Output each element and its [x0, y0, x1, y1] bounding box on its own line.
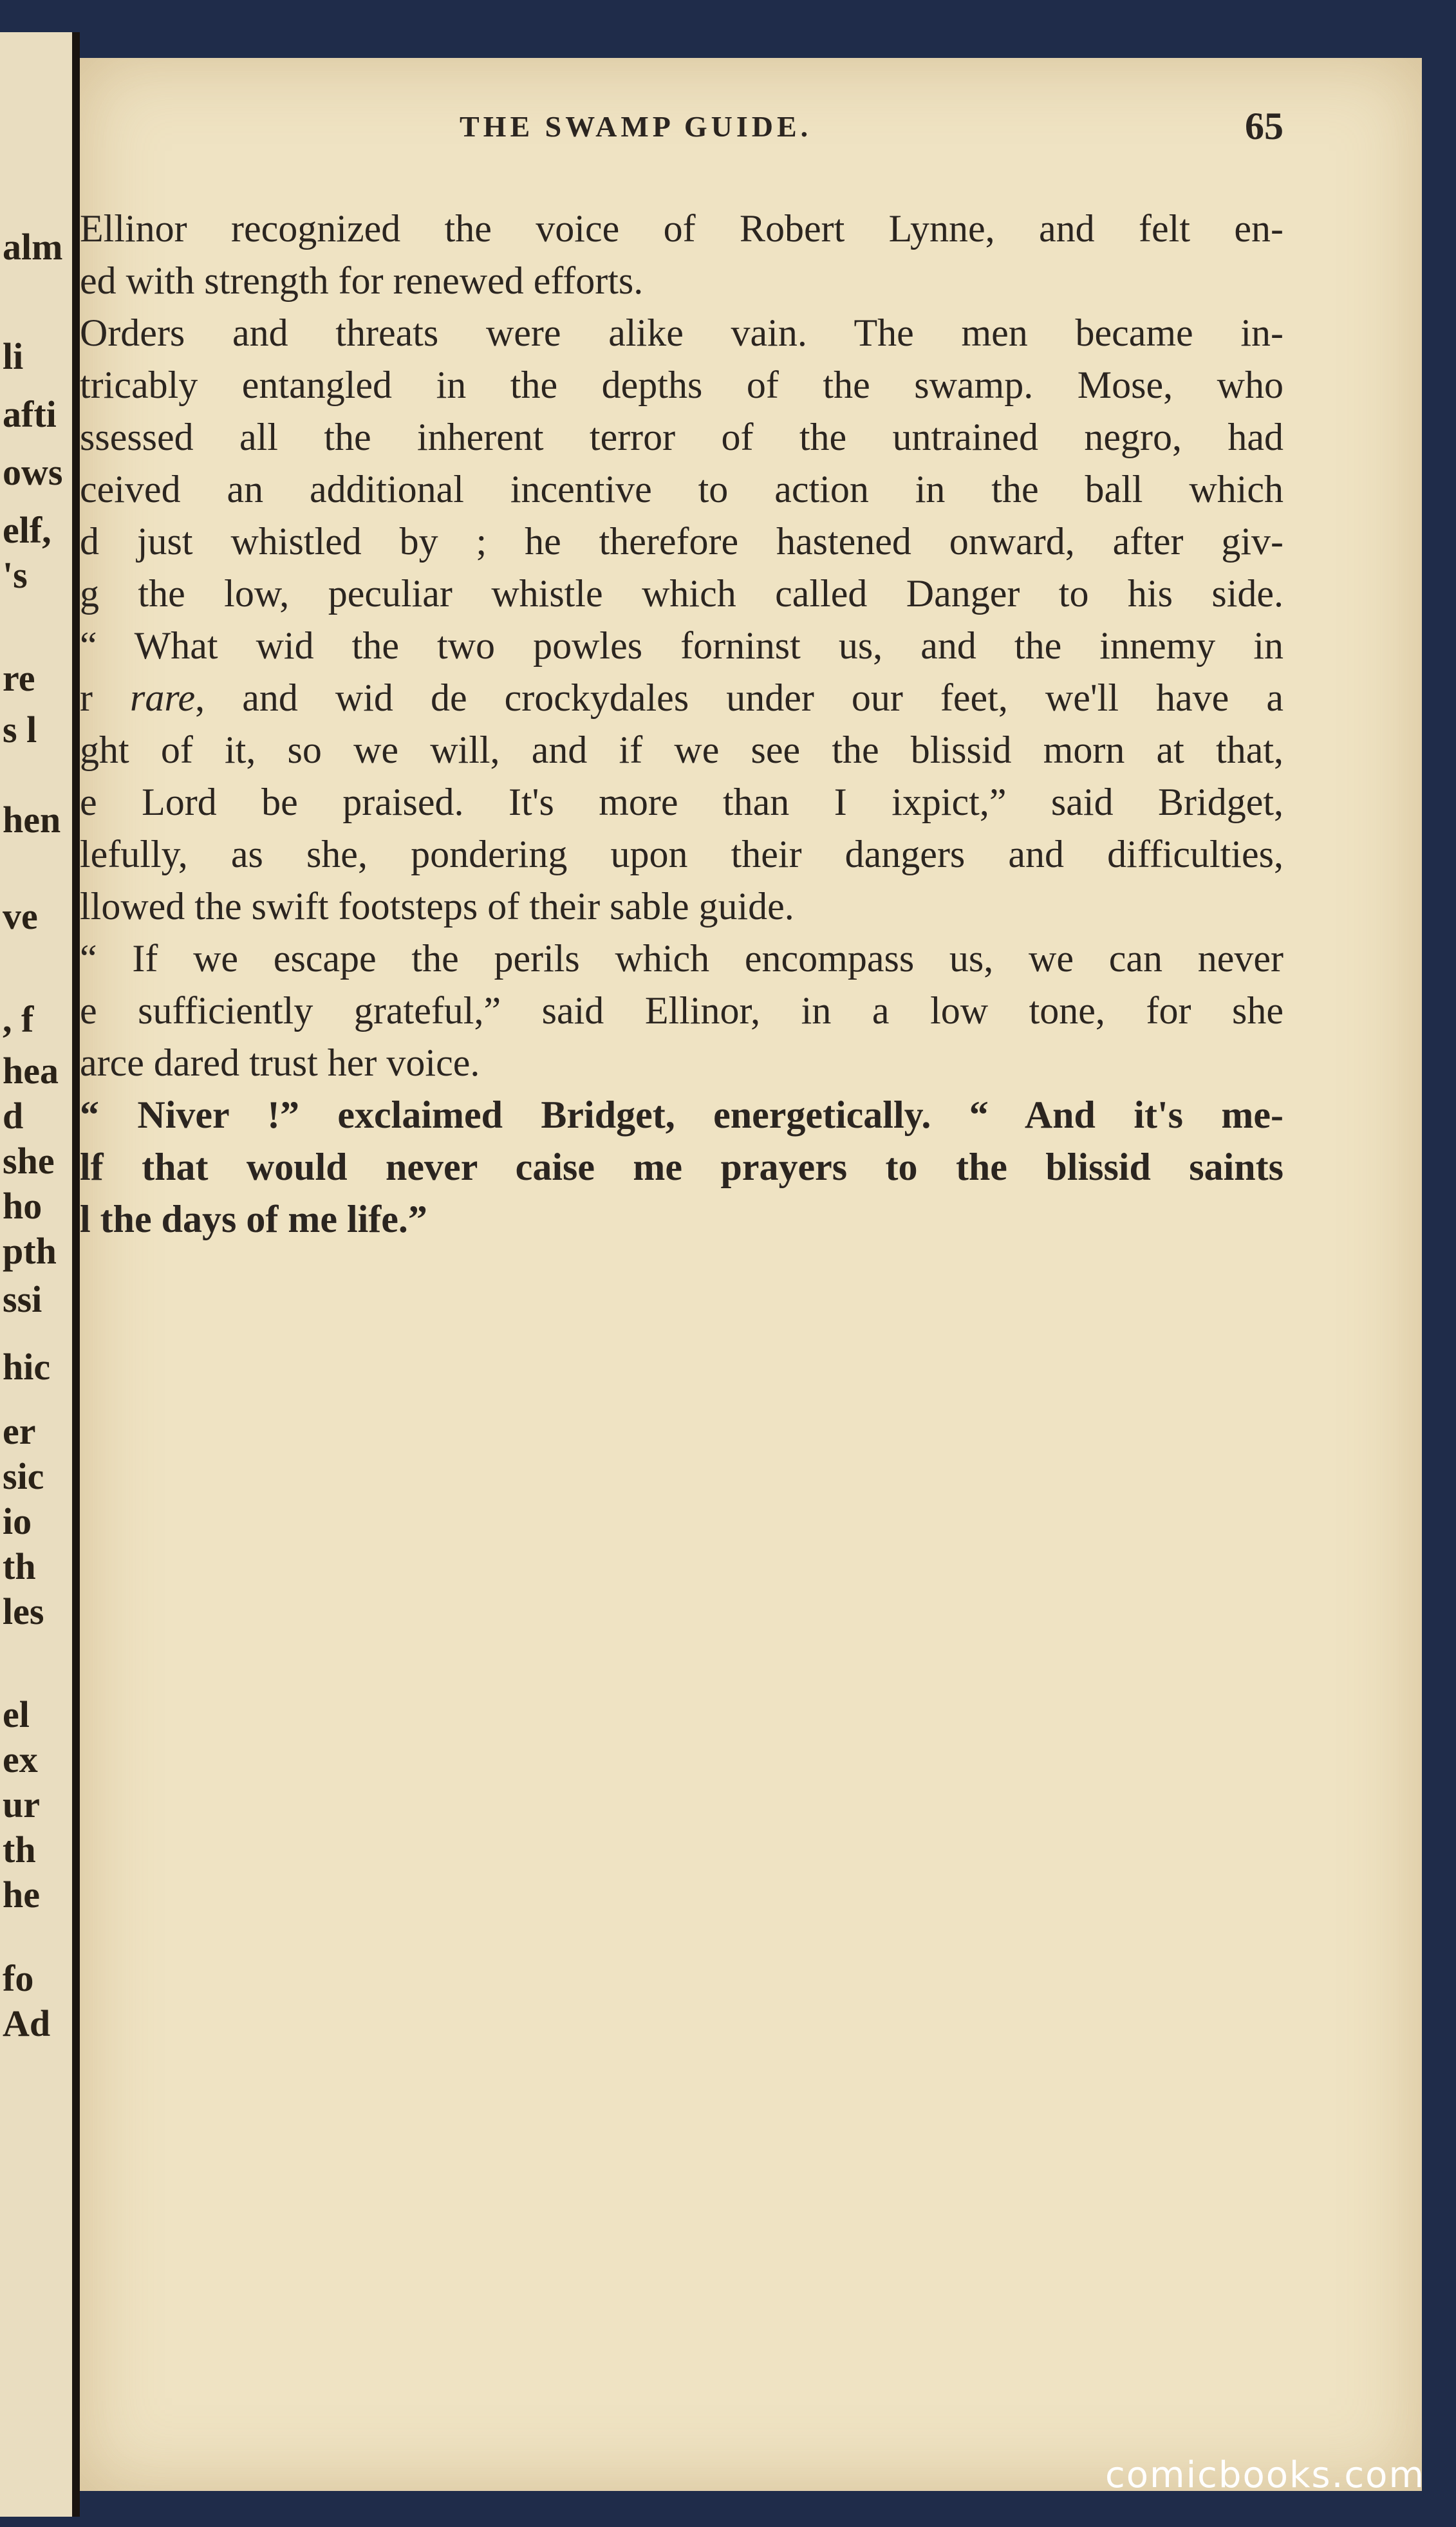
left-page-fragment: afti: [3, 393, 57, 435]
left-page-fragment: er: [3, 1410, 36, 1452]
text-line: Ellinor recognized the voice of Robert Lynne, and felt en-: [80, 207, 1283, 250]
text-line: “ If we escape the perils which encompass us, we can never: [80, 937, 1283, 980]
left-page-fragment: les: [3, 1590, 44, 1632]
text-line: e Lord be praised. It's more than I ixpict,” said Bridget,: [80, 781, 1283, 823]
left-page-fragment: hic: [3, 1346, 51, 1388]
left-page-fragment: alm: [3, 226, 63, 268]
left-page-fragment: elf,: [3, 509, 51, 551]
page-header: [80, 105, 1422, 161]
text-line: e sufficiently grateful,” said Ellinor, in a low tone, for she: [80, 989, 1283, 1032]
text-line: lefully, as she, pondering upon their dangers and difficulties,: [80, 833, 1283, 875]
watermark: comicbooks.com: [1105, 2454, 1425, 2496]
text-line: “ Niver !” exclaimed Bridget, energetically. “ And it's me-: [80, 1094, 1283, 1136]
left-page-fragment: th: [3, 1545, 36, 1587]
text-line: r rare, and wid de crockydales under our feet, we'll have a: [80, 676, 1283, 719]
left-page-fragment: ex: [3, 1739, 38, 1780]
book-page: [80, 58, 1422, 2491]
left-page-fragment: io: [3, 1500, 32, 1542]
text-line: “ What wid the two powles forninst us, and the innemy in: [80, 624, 1283, 667]
running-title: THE SWAMP GUIDE.: [460, 110, 812, 143]
left-page-fragment: ve: [3, 895, 38, 937]
text-line: ssessed all the inherent terror of the untrained negro, had: [80, 416, 1283, 458]
left-page-fragment: sic: [3, 1455, 44, 1497]
left-page-fragment: she: [3, 1140, 55, 1182]
left-page-fragment: el: [3, 1693, 30, 1735]
text-line: Orders and threats were alike vain. The men became in-: [80, 312, 1283, 354]
text-line: l the days of me life.”: [80, 1198, 427, 1240]
left-page-fragment: d: [3, 1095, 24, 1137]
left-page-fragment: Ad: [3, 2002, 51, 2044]
left-page-fragment: , f: [3, 998, 34, 1040]
text-line: d just whistled by ; he therefore hastened onward, after giv-: [80, 520, 1283, 563]
left-page-fragment: he: [3, 1874, 40, 1916]
left-page-fragment: th: [3, 1829, 36, 1870]
text-line: g the low, peculiar whistle which called Danger to his side.: [80, 572, 1283, 615]
text-line: lf that would never caise me prayers to the blissid saints: [80, 1146, 1283, 1188]
text-line: ed with strength for renewed efforts.: [80, 259, 644, 302]
left-page-fragment: ssi: [3, 1278, 42, 1320]
text-line: llowed the swift footsteps of their sable guide.: [80, 885, 794, 928]
page-number: 65: [1245, 105, 1283, 147]
left-page-edge: [0, 32, 76, 2517]
left-page-fragment: re: [3, 657, 35, 699]
left-page-fragment: ur: [3, 1784, 40, 1825]
show-through-text: [157, 1319, 1335, 2349]
left-page-fragment: 's: [3, 554, 28, 596]
left-page-fragment: pth: [3, 1230, 57, 1272]
body-text: [80, 203, 1283, 1245]
left-page-fragment: ows: [3, 451, 63, 493]
left-page-fragment: hen: [3, 799, 61, 841]
text-line: tricably entangled in the depths of the swamp. Mose, who: [80, 364, 1283, 406]
left-page-fragment: ho: [3, 1185, 42, 1227]
text-line: arce dared trust her voice.: [80, 1041, 480, 1084]
left-page-fragment: li: [3, 335, 24, 377]
text-line: ght of it, so we will, and if we see the blissid morn at that,: [80, 729, 1283, 771]
text-line: ceived an additional incentive to action in the ball which: [80, 468, 1283, 510]
left-page-fragment: hea: [3, 1050, 59, 1092]
left-page-fragment: fo: [3, 1957, 34, 1999]
left-page-fragment: s l: [3, 709, 37, 751]
book-gutter: [72, 32, 80, 2517]
